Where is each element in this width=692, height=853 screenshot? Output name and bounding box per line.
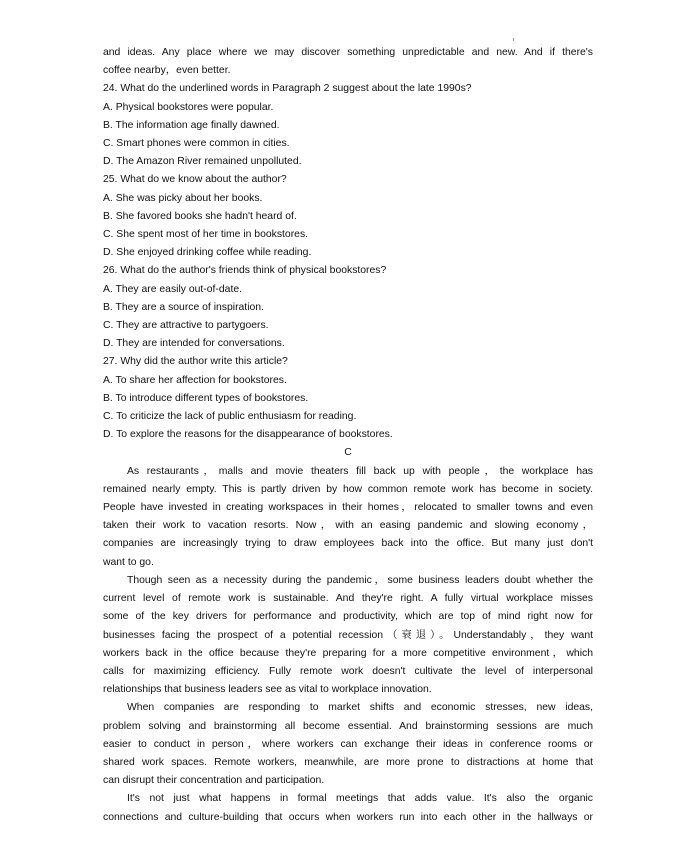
option-24-b: B. The information age finally dawned. [103, 119, 280, 131]
option-26-a: A. They are easily out-of-date. [103, 283, 242, 295]
intro-line: coffee nearby，even better. [103, 65, 231, 77]
paragraph-line: relationships that business leaders see as vital to workplace innovation. [103, 684, 432, 696]
option-26-c: C. They are attractive to partygoers. [103, 320, 269, 332]
paragraph-line: connections and culture-building that occurs when workers run into each other in the hallways or [103, 811, 593, 823]
section-heading: C [344, 447, 352, 459]
paragraph-line: can disrupt their concentration and participation. [103, 775, 325, 787]
option-25-b: B. She favored books she hadn't heard of. [103, 210, 297, 222]
paragraph-line: As restaurants，malls and movie theaters fill back up with people，the workplace has [127, 465, 593, 477]
paragraph-line: It's not just what happens in formal meetings that adds value. It's also the organic [127, 793, 593, 805]
scan-speck [513, 38, 514, 41]
paragraph-line: calls for maximizing efficiency. Fully remote work doesn't cultivate the level of interpersonal [103, 665, 593, 677]
question-stem-25: 25. What do we know about the author? [103, 174, 287, 186]
intro-line: and ideas. Any place where we may discover something unpredictable and new. And if there's [103, 47, 593, 58]
paragraph-1 [103, 463, 593, 572]
option-26-d: D. They are intended for conversations. [103, 338, 285, 350]
option-24-d: D. The Amazon River remained unpolluted. [103, 156, 302, 168]
paragraph-line: problem solving and brainstorming all become essential. And brainstorming sessions are much [103, 720, 593, 732]
question-stem-26: 26. What do the author's friends think of physical bookstores? [103, 265, 387, 277]
option-27-c: C. To criticize the lack of public enthusiasm for reading. [103, 411, 357, 423]
paragraph-3 [103, 699, 593, 790]
paragraph-line: remained nearly empty. This is partly driven by how common remote work has become in society. [103, 483, 593, 495]
paragraph-line: current level of remote work is sustainable. And they're right. A fully virtual workplace misses [103, 593, 593, 605]
paragraph-2 [103, 572, 593, 699]
text-block [103, 44, 593, 827]
paragraph-line: want to go. [103, 556, 154, 568]
question-stem-24: 24. What do the underlined words in Paragraph 2 suggest about the late 1990s? [103, 83, 472, 95]
option-25-c: C. She spent most of her time in bookstores. [103, 229, 309, 241]
paragraph-line: some of the key drivers for performance and productivity, which are top of mind right now for [103, 611, 593, 623]
paragraph-line: easier to conduct in person，where workers can exchange their ideas in conference rooms or [103, 738, 593, 750]
paragraph-line: workers back in the office because they're preparing for a more competitive environment，which [103, 647, 593, 659]
option-25-a: A. She was picky about her books. [103, 192, 263, 204]
paragraph-line: businesses facing the prospect of a potential recession（衰退）。Understandably，they want [103, 629, 593, 641]
option-27-d: D. To explore the reasons for the disappearance of bookstores. [103, 429, 393, 441]
paragraph-line: shared work spaces. Remote workers, meanwhile, are more prone to distractions at home that [103, 756, 593, 768]
paragraph-4 [103, 790, 593, 826]
paragraph-line: taken their work to vacation resorts. Now，with an easing pandemic and slowing economy， [103, 520, 593, 532]
paragraph-line: People have invested in creating workspaces in their homes，relocated to smaller towns and even [103, 502, 593, 514]
paragraph-line: Though seen as a necessity during the pandemic，some business leaders doubt whether the [127, 574, 593, 586]
option-26-b: B. They are a source of inspiration. [103, 301, 264, 313]
option-24-a: A. Physical bookstores were popular. [103, 101, 274, 113]
option-27-a: A. To share her affection for bookstores. [103, 374, 287, 386]
option-25-d: D. She enjoyed drinking coffee while reading. [103, 247, 312, 259]
paragraph-line: When companies are responding to market shifts and economic stresses, new ideas, [127, 702, 593, 714]
option-27-b: B. To introduce different types of bookstores. [103, 392, 309, 404]
option-24-c: C. Smart phones were common in cities. [103, 138, 290, 150]
paragraph-line: companies are increasingly trying to draw employees back into the office. But many just don't [103, 538, 593, 550]
question-stem-27: 27. Why did the author write this article? [103, 356, 288, 368]
